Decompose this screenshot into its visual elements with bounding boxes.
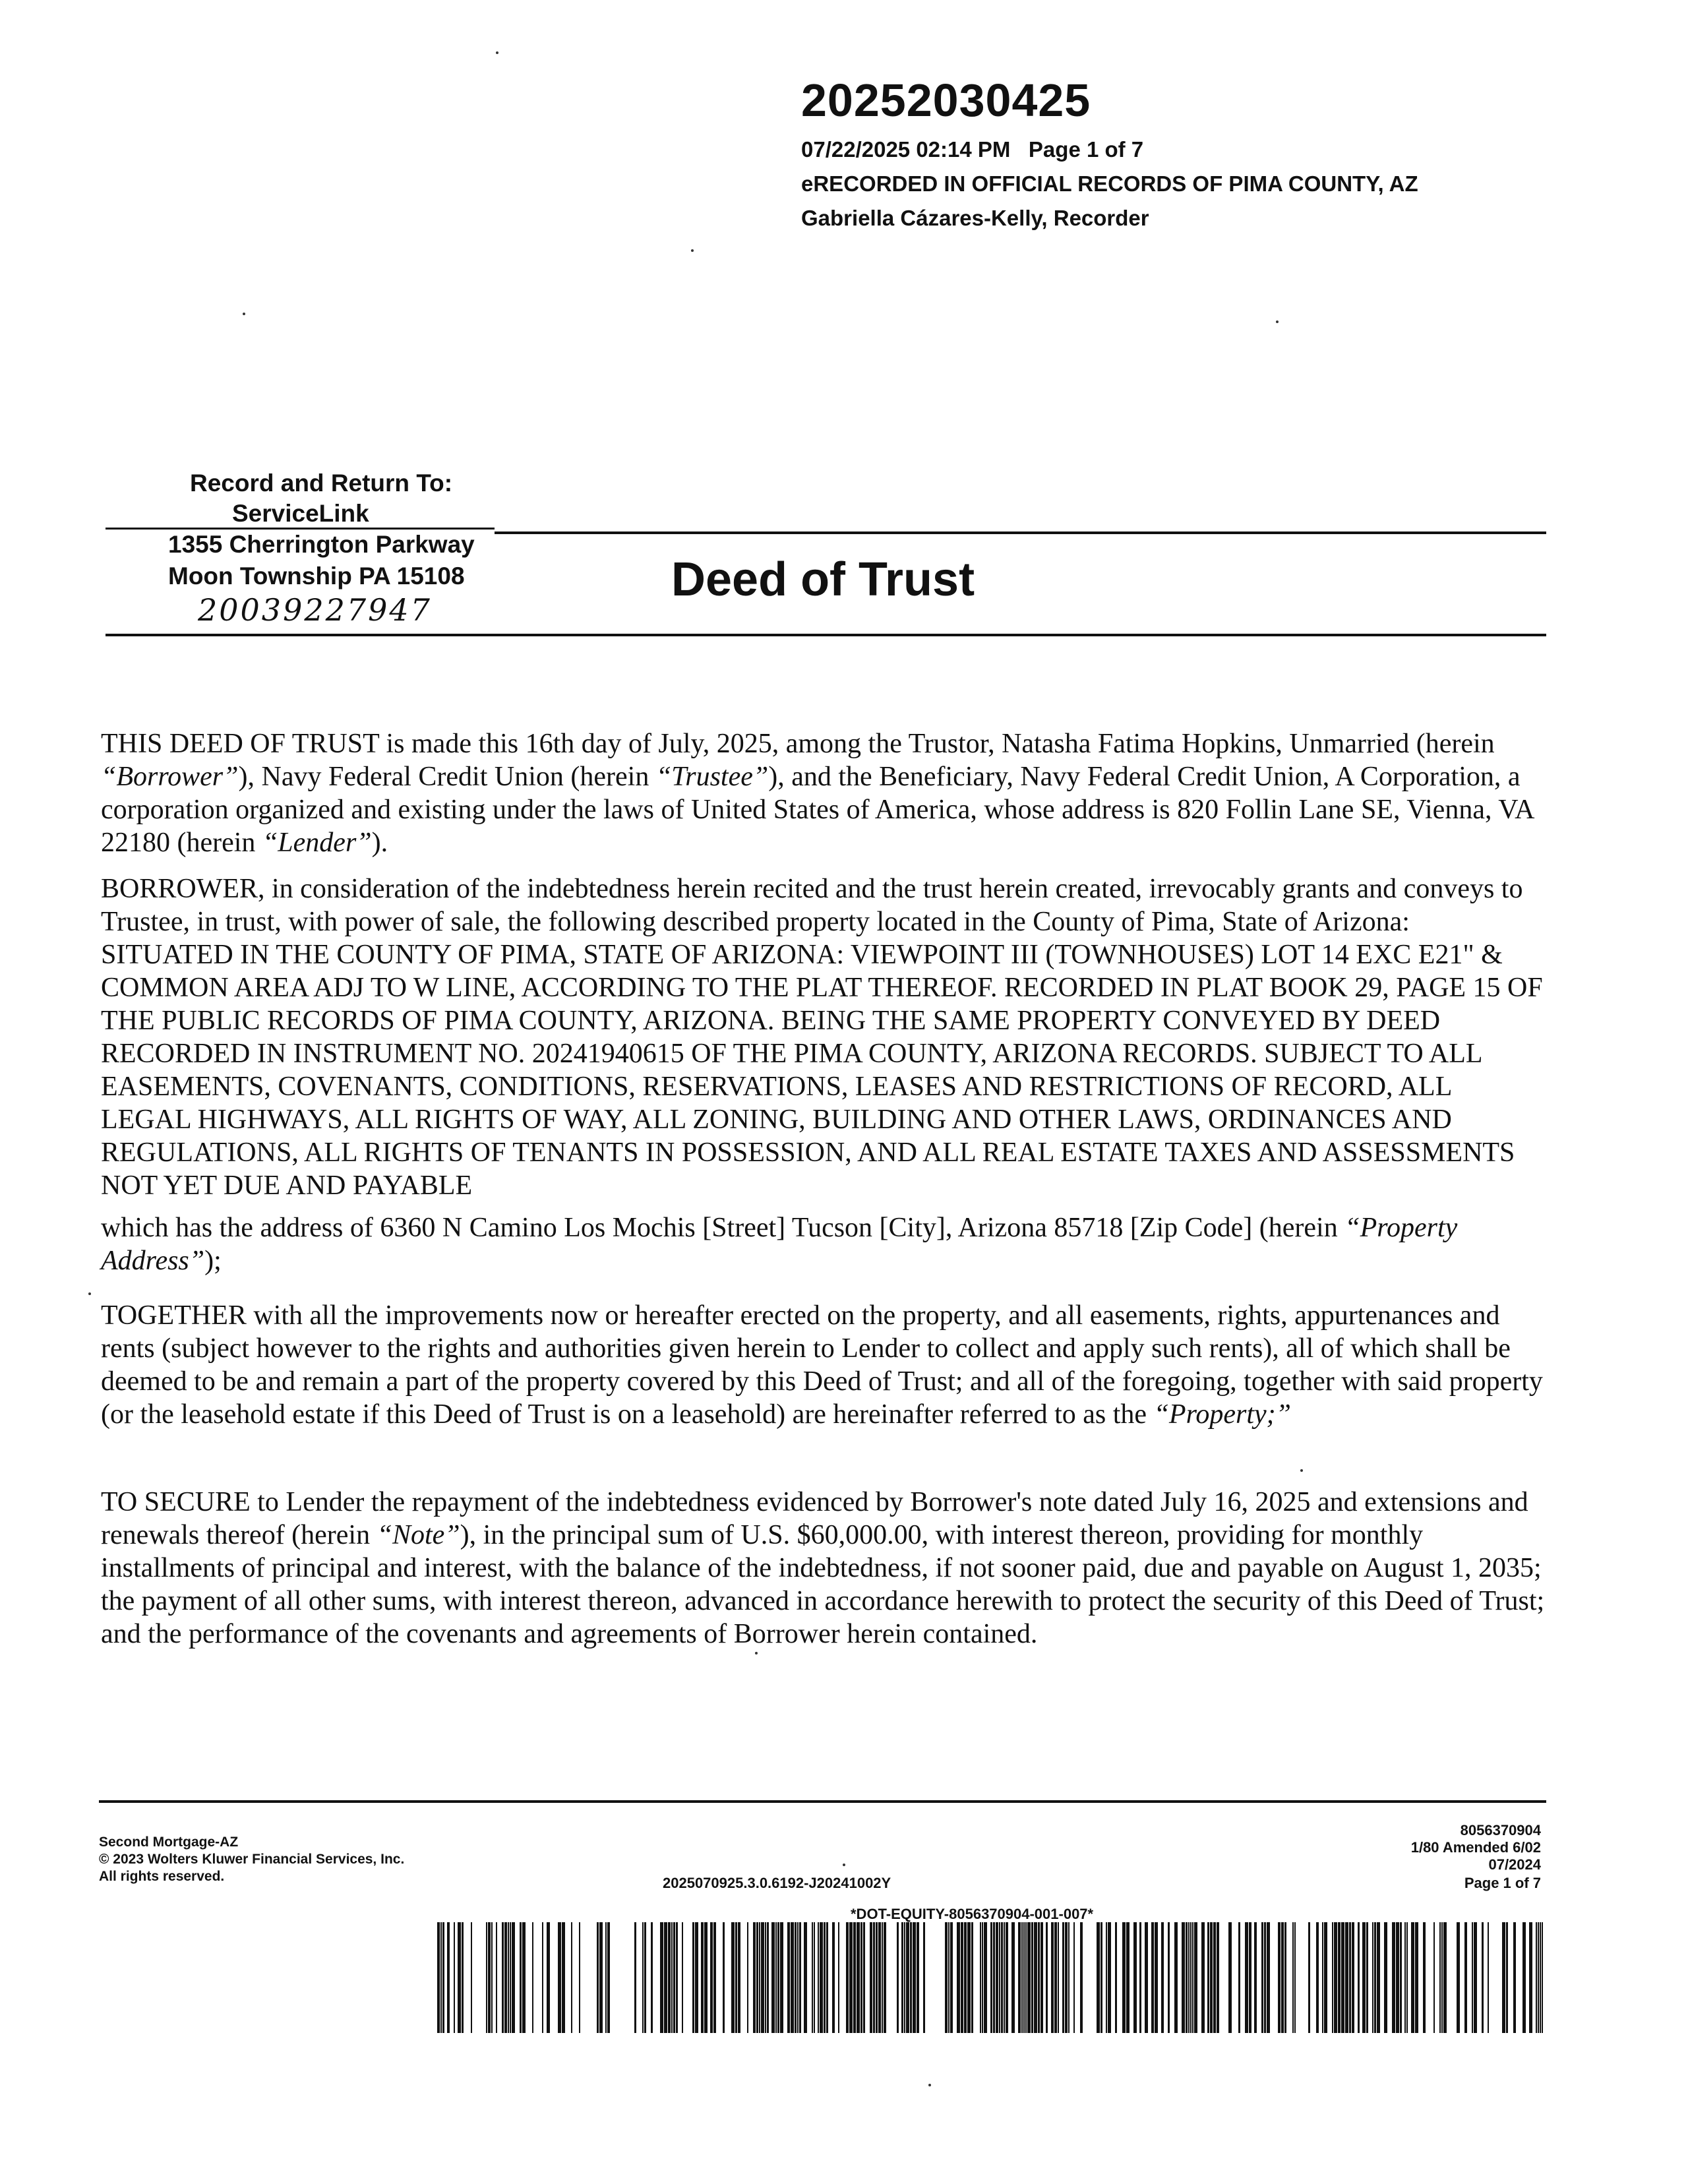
barcode-bar: [1538, 1922, 1539, 2033]
barcode-bar: [664, 1922, 667, 2033]
footer-date: 07/2024: [1488, 1856, 1541, 1873]
barcode-bar: [1254, 1922, 1257, 2033]
recording-recorder: Gabriella Cázares-Kelly, Recorder: [801, 206, 1149, 230]
barcode-bar: [579, 1922, 580, 2033]
barcode-bar: [1100, 1922, 1102, 2033]
barcode-bar: [967, 1922, 971, 2033]
barcode-bar: [1210, 1922, 1213, 2033]
barcode-bar: [747, 1922, 748, 2033]
barcode-bar: [1188, 1922, 1190, 2033]
barcode-bar: [1366, 1922, 1368, 2033]
barcode-bar: [917, 1922, 919, 2033]
barcode-bar: [999, 1922, 1000, 2033]
barcode-bar: [1249, 1922, 1251, 2033]
barcode-bar: [1406, 1922, 1408, 2033]
return-to-name: ServiceLink: [232, 500, 369, 527]
barcode-bar: [1488, 1922, 1489, 2033]
barcode-bar: [1025, 1922, 1027, 2033]
paragraph-property-address: [101, 1211, 1545, 1277]
barcode-bar: [964, 1922, 967, 2033]
barcode-bar: [846, 1922, 849, 2033]
footer-form-name: Second Mortgage-AZ: [99, 1835, 239, 1850]
barcode-bar: [791, 1922, 794, 2033]
defined-term: “Note”: [377, 1520, 460, 1550]
barcode-bar: [777, 1922, 779, 2033]
barcode-bar: [704, 1922, 708, 2033]
barcode-bar: [1194, 1922, 1197, 2033]
return-to-heading: Record and Return To:: [190, 470, 453, 497]
barcode-bar: [504, 1922, 507, 2033]
barcode-bar: [787, 1922, 790, 2033]
barcode-bar: [795, 1922, 797, 2033]
barcode-bar: [1186, 1922, 1188, 2033]
barcode-bar: [731, 1922, 735, 2033]
barcode-bar: [860, 1922, 862, 2033]
barcode-bar: [440, 1922, 442, 2033]
barcode-bar: [1529, 1922, 1532, 2033]
barcode-bar: [1362, 1922, 1366, 2033]
barcode-bar: [799, 1922, 801, 2033]
barcode-bar: [1161, 1922, 1164, 2033]
barcode-bar: [1439, 1922, 1441, 2033]
barcode-bar: [462, 1922, 464, 2033]
barcode-bar: [1031, 1922, 1033, 2033]
barcode-bar: [812, 1922, 813, 2033]
barcode-bar: [1261, 1922, 1263, 2033]
barcode-bar: [780, 1922, 783, 2033]
barcode-bar: [642, 1922, 644, 2033]
barcode-bar: [1040, 1922, 1043, 2033]
scan-speck: [928, 2084, 931, 2086]
barcode-bar: [838, 1922, 839, 2033]
scan-speck: [243, 313, 245, 315]
footer-loan-number: 8056370904: [1460, 1822, 1541, 1838]
barcode-bar: [1190, 1922, 1191, 2033]
barcode-bar: [980, 1922, 981, 2033]
barcode-bar: [1106, 1922, 1107, 2033]
barcode-bar: [1358, 1922, 1360, 2033]
barcode-bar: [923, 1922, 925, 2033]
barcode-bar: [1051, 1922, 1054, 2033]
barcode-bar: [873, 1922, 875, 2033]
barcode-bar: [1068, 1922, 1070, 2033]
barcode-bar: [814, 1922, 815, 2033]
barcode-bar: [1058, 1922, 1059, 2033]
footer-document-id: 2025070925.3.0.6192-J20241002Y: [663, 1875, 891, 1891]
text-run: TO SECURE to Lender the repayment of the indebtedness evidenced by Borrower's note dated July 16, 2025 and extensions and renewals thereof (herein: [101, 1487, 1528, 1550]
barcode-bar: [1174, 1922, 1178, 2033]
barcode-bar: [442, 1922, 444, 2033]
barcode-bar: [878, 1922, 881, 2033]
barcode-bar: [884, 1922, 886, 2033]
barcode-bar: [668, 1922, 671, 2033]
barcode-bar: [1267, 1922, 1270, 2033]
barcode-bar: [1423, 1922, 1426, 2033]
barcode-bar: [522, 1922, 526, 2033]
barcode-bar: [695, 1922, 698, 2033]
barcode-bar: [904, 1922, 905, 2033]
paragraph-to-secure: [101, 1486, 1545, 1651]
barcode-bar: [832, 1922, 835, 2033]
barcode-bar: [1384, 1922, 1387, 2033]
recording-datetime-line: [801, 137, 1143, 162]
barcode-bar: [1392, 1922, 1395, 2033]
paragraph-together: [101, 1299, 1545, 1431]
barcode-bar: [542, 1922, 543, 2033]
barcode-bar: [1217, 1922, 1219, 2033]
barcode-bar: [1046, 1922, 1048, 2033]
barcode-bar: [1155, 1922, 1158, 2033]
barcode-bar: [910, 1922, 912, 2033]
barcode-bar: [547, 1922, 550, 2033]
barcode-bar: [1352, 1922, 1354, 2033]
footer-amended: 1/80 Amended 6/02: [1410, 1839, 1541, 1856]
barcode-bar: [512, 1922, 515, 2033]
title-rule-bottom: [106, 634, 1546, 636]
defined-term: “Borrower”: [101, 762, 239, 792]
barcode-bar: [1201, 1922, 1205, 2033]
barcode-bar: [1294, 1922, 1296, 2033]
barcode-bar: [1018, 1922, 1021, 2033]
text-run: TOGETHER with all the improvements now or hereafter erected on the property, and all easements, rights, appurtenances and rents (subject however to the rights and authorities given herein to Lender to collect and apply such rents), all of which shall be deemed to be and remain a part of the property covered by this Deed of Trust; and all of the foregoing, together with said property (or the leasehold estate if this Deed of Trust is on a leasehold) are hereinafter referred to as the: [101, 1300, 1543, 1430]
barcode-bar: [738, 1922, 740, 2033]
barcode-bar: [1245, 1922, 1248, 2033]
defined-term: “Property;”: [1153, 1399, 1292, 1430]
barcode-bar: [496, 1922, 497, 2033]
barcode-bar: [1038, 1922, 1040, 2033]
barcode-bar: [901, 1922, 903, 2033]
barcode-bar: [713, 1922, 716, 2033]
barcode-bar: [1316, 1922, 1319, 2033]
barcode-bar: [682, 1922, 683, 2033]
barcode-bar: [1001, 1922, 1003, 2033]
barcode-bar: [1080, 1922, 1083, 2033]
scan-speck: [755, 1652, 758, 1654]
text-run: ), in the principal sum of U.S. $60,000.00, with interest thereon, providing for monthly installments of principal and interest, with the balance of the indebtedness, if not sooner paid, due and payable on August 1, 2035; the payment of all other sums, with interest thereon, advanced in accordance herewith to protect the security of this Deed of Trust; and the performance of the covenants and agreements of Borrower herein contained.: [101, 1520, 1545, 1649]
barcode-bar: [1097, 1922, 1100, 2033]
barcode-bar: [1139, 1922, 1141, 2033]
barcode-bar: [1443, 1922, 1447, 2033]
barcode-bar: [510, 1922, 511, 2033]
barcode-bar: [1324, 1922, 1327, 2033]
barcode-bar: [818, 1922, 819, 2033]
barcode-bar: [1054, 1922, 1057, 2033]
barcode-bar: [853, 1922, 856, 2033]
barcode-bar: [597, 1922, 599, 2033]
return-to-street: 1355 Cherrington Parkway: [168, 531, 475, 558]
barcode-bar: [520, 1922, 522, 2033]
barcode-bar: [660, 1922, 663, 2033]
barcode-bar: [1433, 1922, 1435, 2033]
barcode-bar: [950, 1922, 953, 2033]
barcode-bar: [826, 1922, 828, 2033]
recording-office: eRECORDED IN OFFICIAL RECORDS OF PIMA COUNTY, AZ: [801, 171, 1418, 196]
barcode-bar: [849, 1922, 853, 2033]
barcode-bar: [1027, 1922, 1031, 2033]
text-run: which has the address of 6360 N Camino Los Mochis [Street] Tucson [City], Arizona 85718 [Zip Code] (herein: [101, 1213, 1345, 1243]
barcode-bar: [753, 1922, 756, 2033]
barcode-bar: [1536, 1922, 1537, 2033]
recording-page: Page 1 of 7: [1028, 137, 1144, 162]
barcode-bar: [957, 1922, 960, 2033]
scan-speck: [1276, 320, 1279, 323]
scan-speck: [88, 1292, 91, 1295]
barcode-bar: [605, 1922, 607, 2033]
barcode-bar: [984, 1922, 987, 2033]
barcode-bar: [1292, 1922, 1294, 2033]
barcode-bar: [1278, 1922, 1281, 2033]
barcode-bar: [1115, 1922, 1117, 2033]
barcode-bar: [824, 1922, 826, 2033]
paragraph-parties: [101, 727, 1545, 859]
barcode-bar: [1182, 1922, 1185, 2033]
barcode-bar: [1542, 1922, 1543, 2033]
barcode-bar: [471, 1922, 472, 2033]
barcode-bar: [1396, 1922, 1399, 2033]
barcode-bar: [1457, 1922, 1460, 2033]
barcode-bar: [1213, 1922, 1216, 2033]
barcode-bar: [761, 1922, 764, 2033]
barcode-bar: [1238, 1922, 1240, 2033]
barcode-text: *DOT-EQUITY-8056370904-001-007*: [851, 1906, 1094, 1922]
barcode-bar: [710, 1922, 713, 2033]
barcode-bar: [882, 1922, 883, 2033]
barcode-bar: [1151, 1922, 1154, 2033]
barcode-bar: [797, 1922, 799, 2033]
barcode-bar: [701, 1922, 704, 2033]
barcode-bar: [1122, 1922, 1126, 2033]
barcode-bar: [1482, 1922, 1484, 2033]
barcode-bar: [458, 1922, 461, 2033]
barcode-bar: [1073, 1922, 1075, 2033]
barcode-bar: [971, 1922, 973, 2033]
barcode-bar: [651, 1922, 653, 2033]
barcode-bar: [756, 1922, 758, 2033]
barcode-bar: [1334, 1922, 1337, 2033]
barcode-bar: [897, 1922, 899, 2033]
barcode-bar: [447, 1922, 450, 2033]
barcode-bar: [771, 1922, 775, 2033]
barcode-bar: [863, 1922, 865, 2033]
barcode-bar: [1441, 1922, 1443, 2033]
barcode-bar: [607, 1922, 610, 2033]
barcode-bar: [982, 1922, 983, 2033]
barcode-bar: [1284, 1922, 1286, 2033]
barcode-bar: [1034, 1922, 1037, 2033]
barcode-bar: [571, 1922, 572, 2033]
barcode-bar: [673, 1922, 675, 2033]
barcode-bar: [1377, 1922, 1380, 2033]
text-run: ), Navy Federal Credit Union (herein: [238, 762, 656, 792]
barcode-bar: [562, 1922, 565, 2033]
barcode-bar: [1004, 1922, 1005, 2033]
barcode-bar: [558, 1922, 561, 2033]
barcode-bar: [1502, 1922, 1505, 2033]
recording-datetime: 07/22/2025 02:14 PM: [801, 137, 1011, 162]
barcode-bar: [1062, 1922, 1064, 2033]
barcode-bar: [996, 1922, 998, 2033]
barcode-bar: [759, 1922, 760, 2033]
barcode-bar: [870, 1922, 872, 2033]
footer-rights: All rights reserved.: [99, 1869, 225, 1884]
footer-copyright: © 2023 Wolters Kluwer Financial Services, Inc.: [99, 1852, 405, 1867]
recording-number: 20252030425: [801, 75, 1091, 126]
barcode-bar: [945, 1922, 948, 2033]
barcode-bar: [671, 1922, 673, 2033]
barcode-bar: [1506, 1922, 1508, 2033]
defined-term: “Property Address”: [101, 1213, 1458, 1276]
paragraph-property-description: BORROWER, in consideration of the indebtedness herein recited and the trust herein created, irrevocably grants and conveys to Trustee, in trust, with power of sale, the following described property located in the County of Pima, State of Arizona: SITUATED IN THE COUNTY OF PIMA, STATE OF ARIZONA: VIEWPOINT III (TOWNHOUSES) LOT 14 EXC E21" & COMMON AREA ADJ TO W LINE, ACCORDING TO THE PLAT THEREOF. RECORDED IN PLAT BOOK 29, PAGE 15 OF THE PUBLIC RECORDS OF PIMA COUNTY, ARIZONA. BEING THE SAME PROPERTY CONVEYED BY DEED RECORDED IN INSTRUMENT NO. 20241940615 OF THE PIMA COUNTY, ARIZONA RECORDS. SUBJECT TO ALL EASEMENTS, COVENANTS, CONDITIONS, RESERVATIONS, LEASES AND RESTRICTIONS OF RECORD, ALL LEGAL HIGHWAYS, ALL RIGHTS OF WAY, ALL ZONING, BUILDING AND OTHER LAWS, ORDINANCES AND REGULATIONS, ALL RIGHTS OF TENANTS IN POSSESSION, AND ALL REAL ESTATE TAXES AND ASSESSMENTS NOT YET DUE AND PAYABLE: [101, 874, 1543, 1201]
barcode-bar: [676, 1922, 678, 2033]
barcode-bar: [1540, 1922, 1541, 2033]
barcode-bar: [1345, 1922, 1348, 2033]
barcode-bar: [1011, 1922, 1015, 2033]
barcode-bar: [1006, 1922, 1008, 2033]
barcode-bar: [913, 1922, 916, 2033]
barcode-bar: [1322, 1922, 1323, 2033]
barcode-bar: [1192, 1922, 1193, 2033]
barcode-bar: [857, 1922, 860, 2033]
barcode-bar: [775, 1922, 777, 2033]
return-to-rule: [106, 528, 495, 530]
barcode-bar: [532, 1922, 533, 2033]
barcode-bar: [644, 1922, 646, 2033]
text-run: ), and the Beneficiary, Navy Federal Credit Union, A Corporation, a corporation organized and existing under the laws of United States of America, whose address is 820 Follin Lane SE, Vienna, VA 22180 (herein: [101, 762, 1534, 858]
defined-term: “Trustee”: [655, 762, 769, 792]
barcode-bar: [1464, 1922, 1467, 2033]
handwritten-order-number: 20039227947: [198, 592, 432, 628]
barcode-bar: [486, 1922, 487, 2033]
barcode-bar: [1332, 1922, 1333, 2033]
barcode-bar: [1513, 1922, 1516, 2033]
barcode-bar: [723, 1922, 725, 2033]
barcode-bar: [1411, 1922, 1414, 2033]
barcode-bar: [1207, 1922, 1209, 2033]
barcode-bar: [1023, 1922, 1025, 2033]
barcode-bar: [692, 1922, 694, 2033]
barcode-bar: [491, 1922, 493, 2033]
barcode-bar: [1126, 1922, 1130, 2033]
barcode-image: [435, 1922, 1543, 2033]
text-run: ).: [371, 828, 388, 858]
footer-page: Page 1 of 7: [1464, 1875, 1541, 1891]
barcode-bar: [820, 1922, 823, 2033]
barcode-bar: [1145, 1922, 1148, 2033]
scan-speck: [843, 1864, 845, 1866]
scan-speck: [496, 51, 498, 54]
barcode-bar: [767, 1922, 769, 2033]
barcode-bar: [1374, 1922, 1376, 2033]
barcode-bar: [1400, 1922, 1402, 2033]
barcode-bar: [1281, 1922, 1284, 2033]
barcode-bar: [1404, 1922, 1406, 2033]
barcode-bar: [906, 1922, 909, 2033]
title-rule-top: [495, 531, 1546, 534]
barcode-bar: [1341, 1922, 1344, 2033]
barcode-bar: [876, 1922, 878, 2033]
barcode-bar: [1133, 1922, 1137, 2033]
barcode-bar: [990, 1922, 992, 2033]
barcode-bar: [1338, 1922, 1341, 2033]
barcode-bar: [1474, 1922, 1477, 2033]
barcode-bar: [1264, 1922, 1266, 2033]
barcode-bar: [634, 1922, 636, 2033]
barcode-bar: [961, 1922, 963, 2033]
document-title: Deed of Trust: [671, 553, 975, 606]
barcode-bar: [1349, 1922, 1351, 2033]
barcode-bar: [488, 1922, 491, 2033]
return-to-city: Moon Township PA 15108: [168, 562, 465, 590]
barcode-bar: [1372, 1922, 1373, 2033]
barcode-bar: [1065, 1922, 1068, 2033]
barcode-bar: [1228, 1922, 1232, 2033]
barcode-bar: [1308, 1922, 1310, 2033]
barcode-bar: [1168, 1922, 1170, 2033]
text-run: THIS DEED OF TRUST is made this 16th day of July, 2025, among the Trustor, Natasha Fatima Hopkins, Unmarried (herein: [101, 729, 1495, 759]
barcode-bar: [1021, 1922, 1023, 2033]
scan-speck: [691, 249, 694, 252]
barcode-bar: [1472, 1922, 1473, 2033]
barcode-bar: [1415, 1922, 1418, 2033]
text-run: );: [204, 1246, 222, 1276]
barcode-bar: [765, 1922, 766, 2033]
barcode-bar: [508, 1922, 509, 2033]
barcode-bar: [804, 1922, 807, 2033]
scan-speck: [1300, 1469, 1303, 1472]
barcode-bar: [1522, 1922, 1526, 2033]
barcode-bar: [437, 1922, 440, 2033]
defined-term: “Lender”: [262, 828, 372, 858]
barcode-bar: [735, 1922, 737, 2033]
barcode-bar: [993, 1922, 995, 2033]
barcode-bar: [1108, 1922, 1111, 2033]
barcode-bar: [948, 1922, 950, 2033]
barcode-bar: [454, 1922, 455, 2033]
barcode-bar: [502, 1922, 504, 2033]
footer-rule: [99, 1800, 1546, 1803]
barcode-bar: [599, 1922, 603, 2033]
